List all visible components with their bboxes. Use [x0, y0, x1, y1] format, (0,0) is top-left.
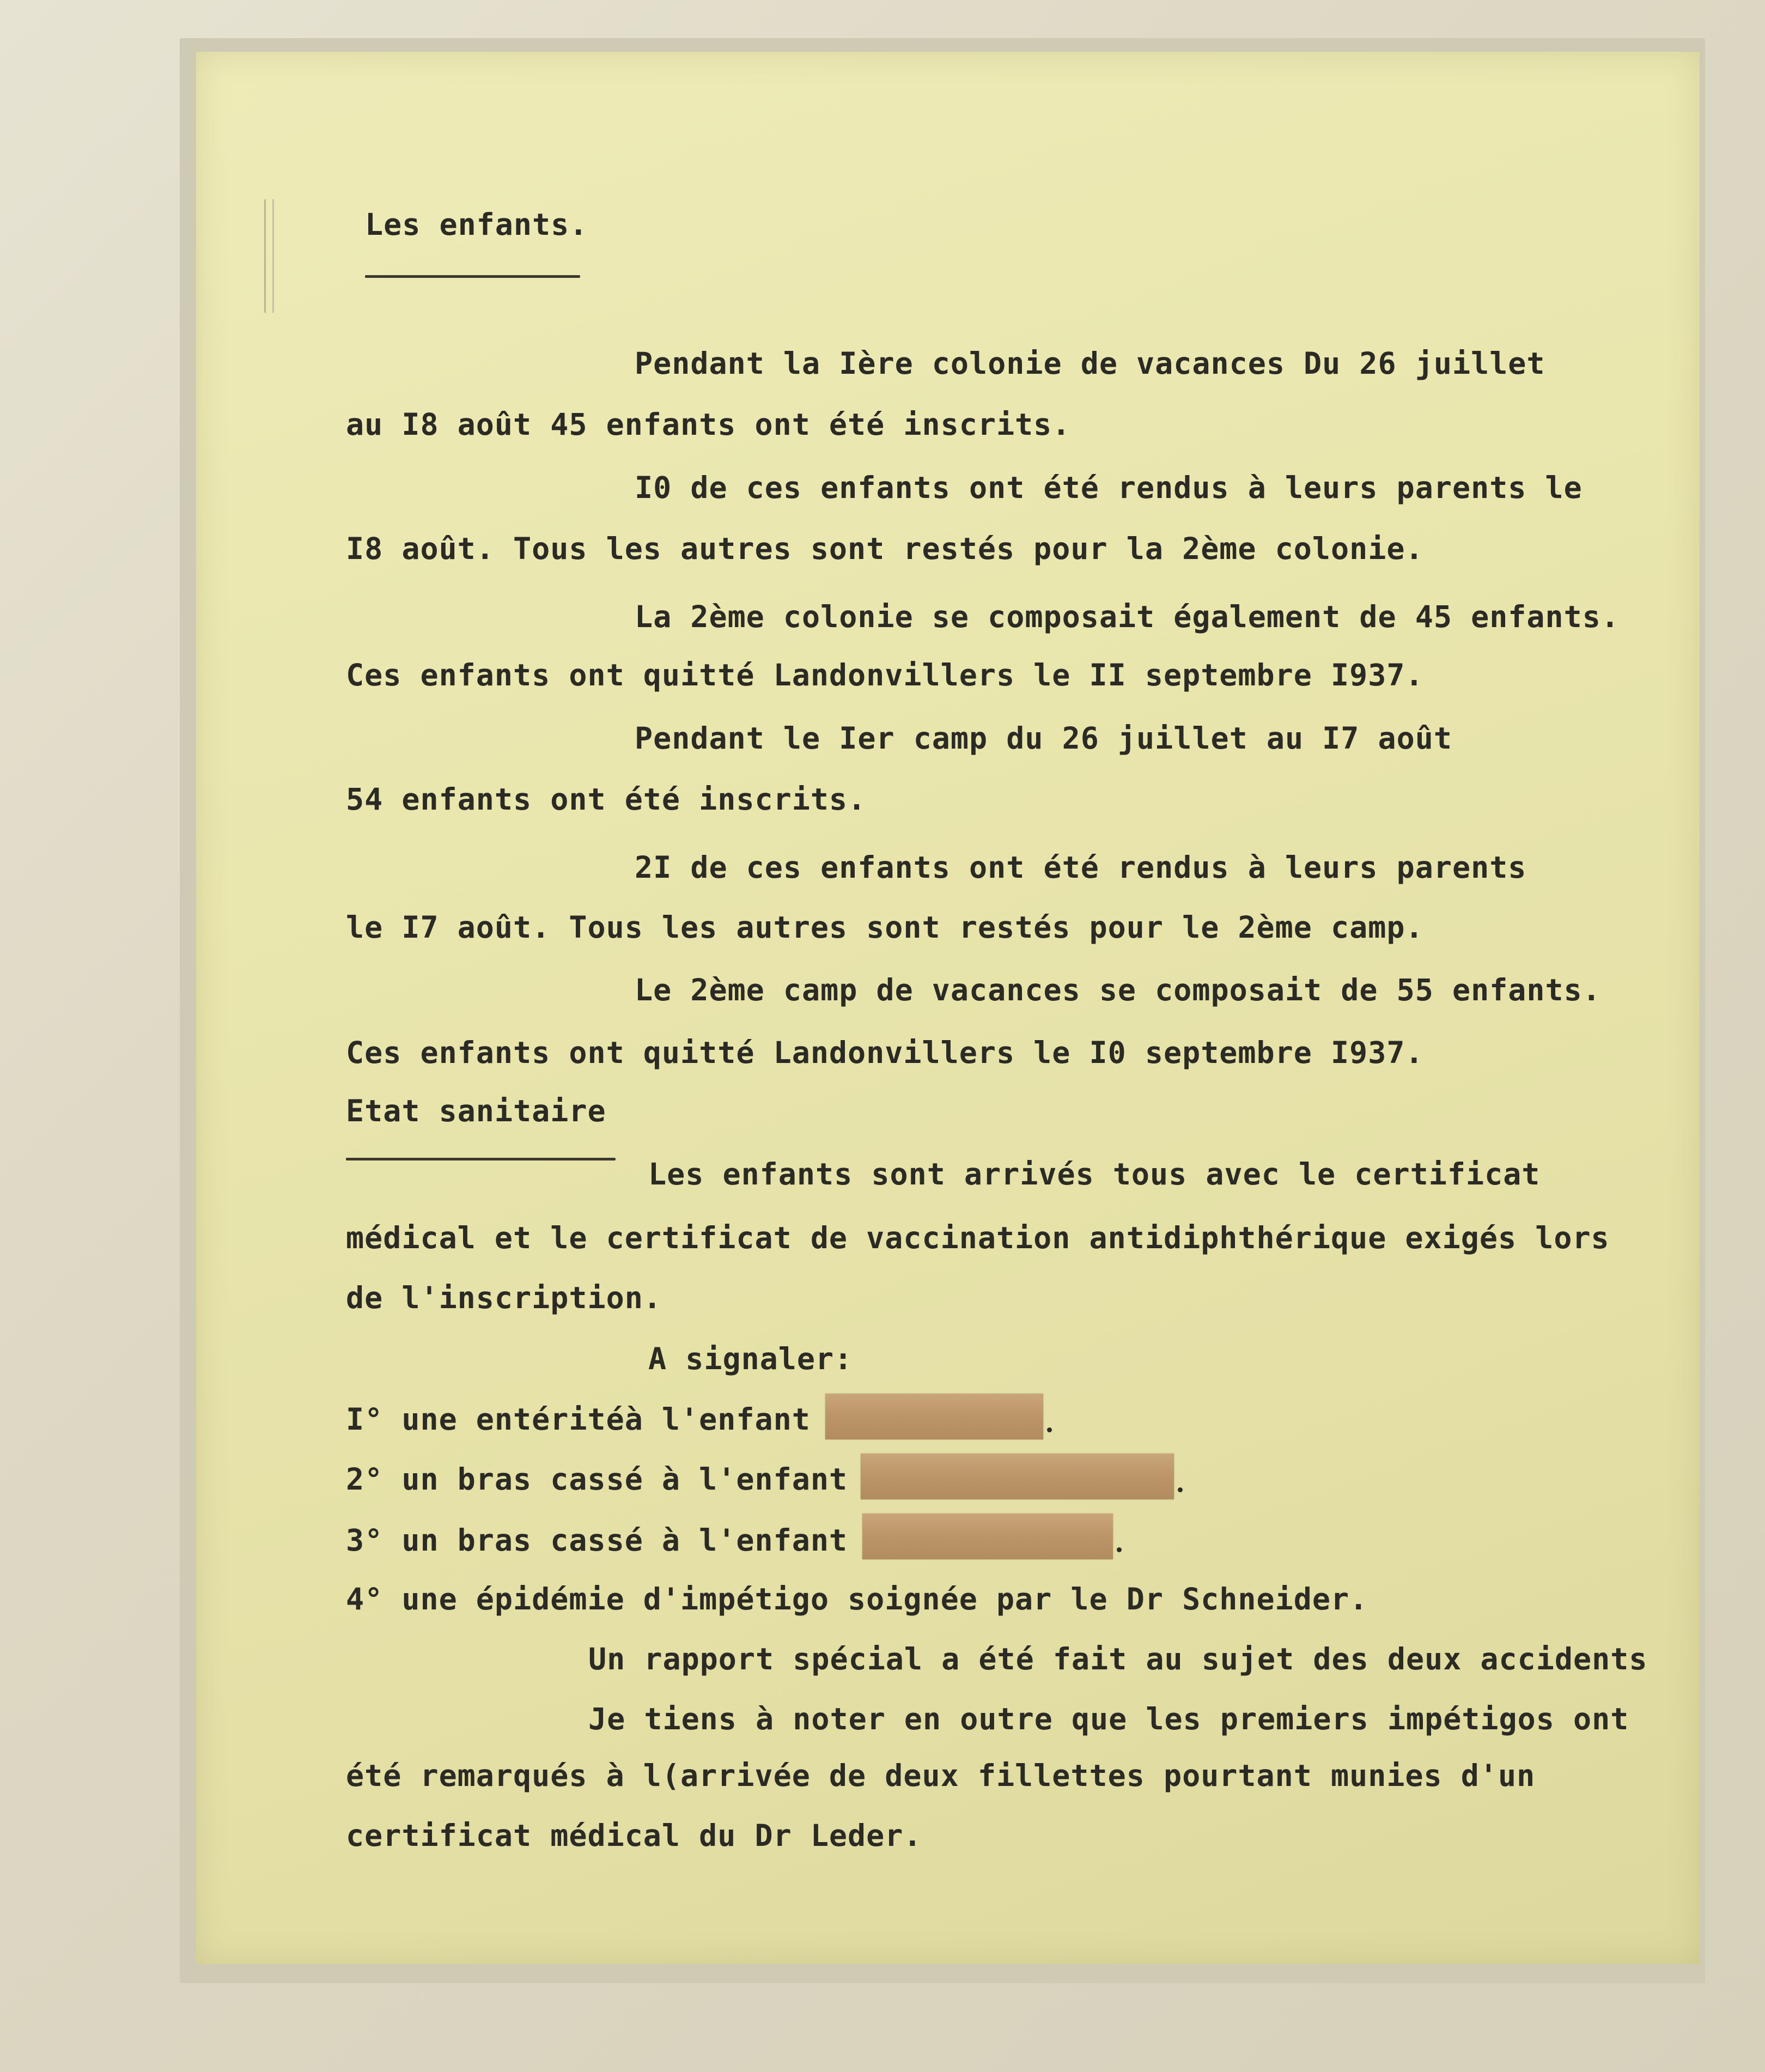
body-line-10: le I7 août. Tous les autres sont restés pour le 2ème camp.	[346, 910, 1424, 945]
sanitary-line-2: médical et le certificat de vaccination antidiphthérique exigés lors	[346, 1220, 1610, 1255]
redacted-name	[825, 1394, 1043, 1439]
body-line-6: Ces enfants ont quitté Landonvillers le II septembre I937.	[346, 658, 1424, 692]
body-line-5: La 2ème colonie se composait également de 45 enfants.	[635, 599, 1620, 634]
redacted-name	[861, 1454, 1174, 1499]
body-line-9: 2I de ces enfants ont été rendus à leurs parents	[635, 850, 1527, 885]
closing-line-2: Je tiens à noter en outre que les premiers impétigos ont	[588, 1702, 1629, 1736]
period-mark	[1178, 1487, 1183, 1492]
list-item-4: 4° une épidémie d'impétigo soignée par le Dr Schneider.	[346, 1582, 1368, 1617]
period-mark	[1047, 1427, 1052, 1432]
list-item-3: 3° un bras cassé à l'enfant	[346, 1523, 848, 1558]
closing-line-4: certificat médical du Dr Leder.	[346, 1818, 922, 1853]
body-line-8: 54 enfants ont été inscrits.	[346, 782, 867, 817]
list-item-2: 2° un bras cassé à l'enfant	[346, 1462, 848, 1497]
body-line-3: I0 de ces enfants ont été rendus à leurs parents le	[635, 470, 1583, 505]
closing-line-3: été remarqués à l(arrivée de deux fillettes pourtant munies d'un	[346, 1758, 1536, 1793]
body-line-1: Pendant la Ière colonie de vacances Du 26 juillet	[635, 346, 1545, 381]
sanitary-line-3: de l'inscription.	[346, 1280, 662, 1315]
list-item-1: I° une entéritéà l'enfant	[346, 1402, 811, 1437]
body-line-11: Le 2ème camp de vacances se composait de 55 enfants.	[635, 973, 1601, 1007]
body-line-7: Pendant le Ier camp du 26 juillet au I7 août	[635, 721, 1452, 756]
heading-underline	[365, 275, 580, 278]
section-underline	[346, 1158, 616, 1160]
sanitary-line-1: Les enfants sont arrivés tous avec le certificat	[648, 1157, 1541, 1192]
body-line-2: au I8 août 45 enfants ont été inscrits.	[346, 407, 1071, 442]
signal-label: A signaler:	[648, 1341, 853, 1376]
typed-document	[196, 52, 1700, 1964]
body-line-4: I8 août. Tous les autres sont restés pour la 2ème colonie.	[346, 531, 1424, 566]
staple-mark	[264, 199, 274, 313]
redacted-name	[862, 1514, 1113, 1559]
document-heading: Les enfants.	[365, 207, 588, 242]
section-heading: Etat sanitaire	[346, 1093, 606, 1128]
period-mark	[1117, 1547, 1122, 1552]
body-line-12: Ces enfants ont quitté Landonvillers le I0 septembre I937.	[346, 1035, 1424, 1070]
closing-line-1: Un rapport spécial a été fait au sujet des deux accidents	[588, 1642, 1648, 1676]
